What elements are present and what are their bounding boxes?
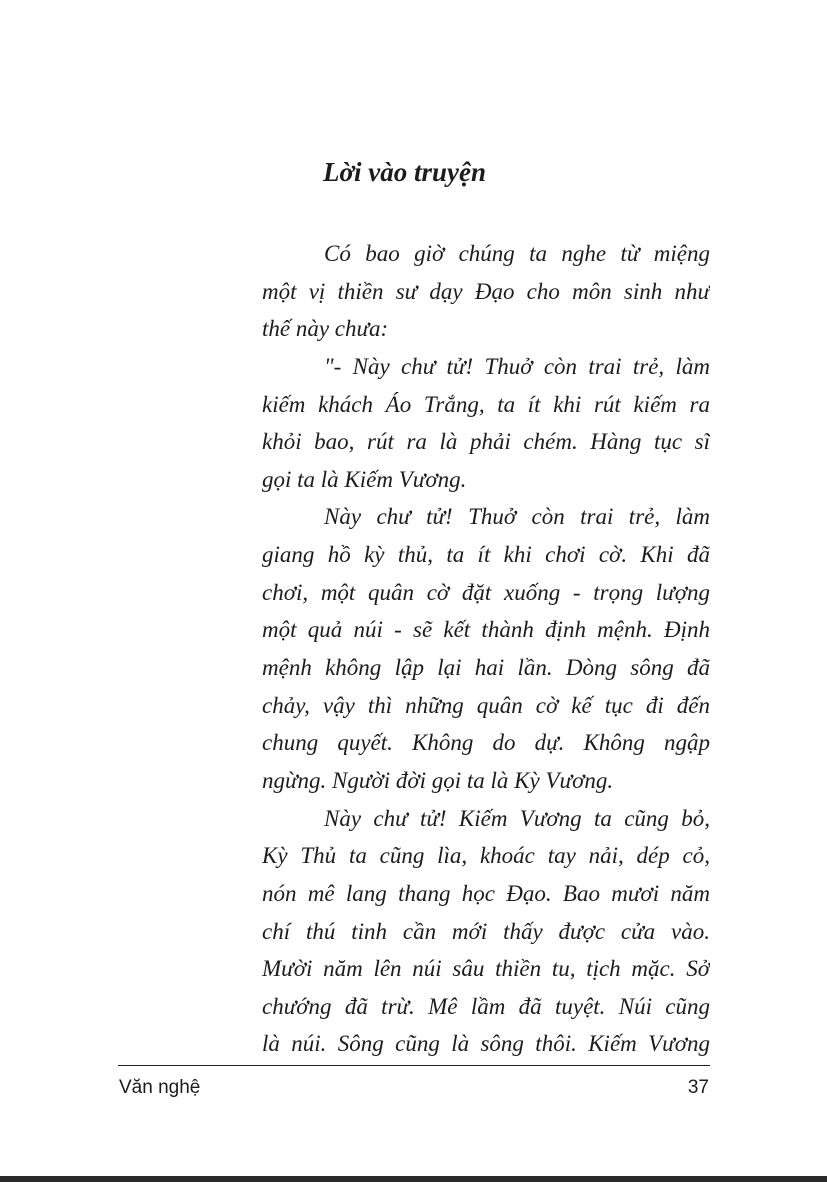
page-number: 37 <box>687 1077 709 1098</box>
text-line: nón mê lang thang học Đạo. Bao mươi năm <box>262 880 710 906</box>
text-line: chung quyết. Không do dự. Không ngập <box>262 730 710 756</box>
text-line: Mười năm lên núi sâu thiền tu, tịch mặc. Sở <box>262 956 710 982</box>
text-line: kiếm khách Áo Trắng, ta ít khi rút kiếm ra <box>262 391 710 417</box>
text-line: thế này chưa: <box>262 316 389 342</box>
footer-divider <box>118 1065 710 1066</box>
text-line: Có bao giờ chúng ta nghe từ miệng <box>324 241 710 266</box>
text-line: khỏi bao, rút ra là phải chém. Hàng tục sĩ <box>262 429 710 455</box>
text-line: giang hồ kỳ thủ, ta ít khi chơi cờ. Khi đã <box>262 542 710 568</box>
text-line: mệnh không lập lại hai lần. Dòng sông đã <box>262 655 710 681</box>
footer-publication: Văn nghệ <box>119 1077 201 1098</box>
text-line: ngừng. Người đời gọi ta là Kỳ Vương. <box>262 767 614 793</box>
text-line: Này chư tử! Thuở còn trai trẻ, làm <box>324 504 710 530</box>
body-text <box>262 235 710 1063</box>
text-line: chơi, một quân cờ đặt xuống - trọng lượng <box>262 579 710 605</box>
text-line: chướng đã trừ. Mê lầm đã tuyệt. Núi cũng <box>262 993 710 1019</box>
text-line: một vị thiền sư dạy Đạo cho môn sinh như <box>262 278 710 304</box>
text-line: là núi. Sông cũng là sông thôi. Kiếm Vương <box>262 1031 710 1057</box>
page-bottom-edge <box>0 1176 827 1182</box>
text-line: gọi ta là Kiếm Vương. <box>262 466 467 492</box>
chapter-title: Lời vào truyện <box>323 157 486 187</box>
text-line: Này chư tử! Kiếm Vương ta cũng bỏ, <box>324 805 710 831</box>
text-line: một quả núi - sẽ kết thành định mệnh. Định <box>262 617 710 643</box>
text-line: chí thú tinh cần mới thấy được cửa vào. <box>262 918 710 944</box>
text-line: "- Này chư tử! Thuở còn trai trẻ, làm <box>324 353 710 379</box>
text-line: Kỳ Thủ ta cũng lìa, khoác tay nải, dép cỏ, <box>262 843 710 869</box>
text-line: chảy, vậy thì những quân cờ kế tục đi đến <box>262 692 710 718</box>
